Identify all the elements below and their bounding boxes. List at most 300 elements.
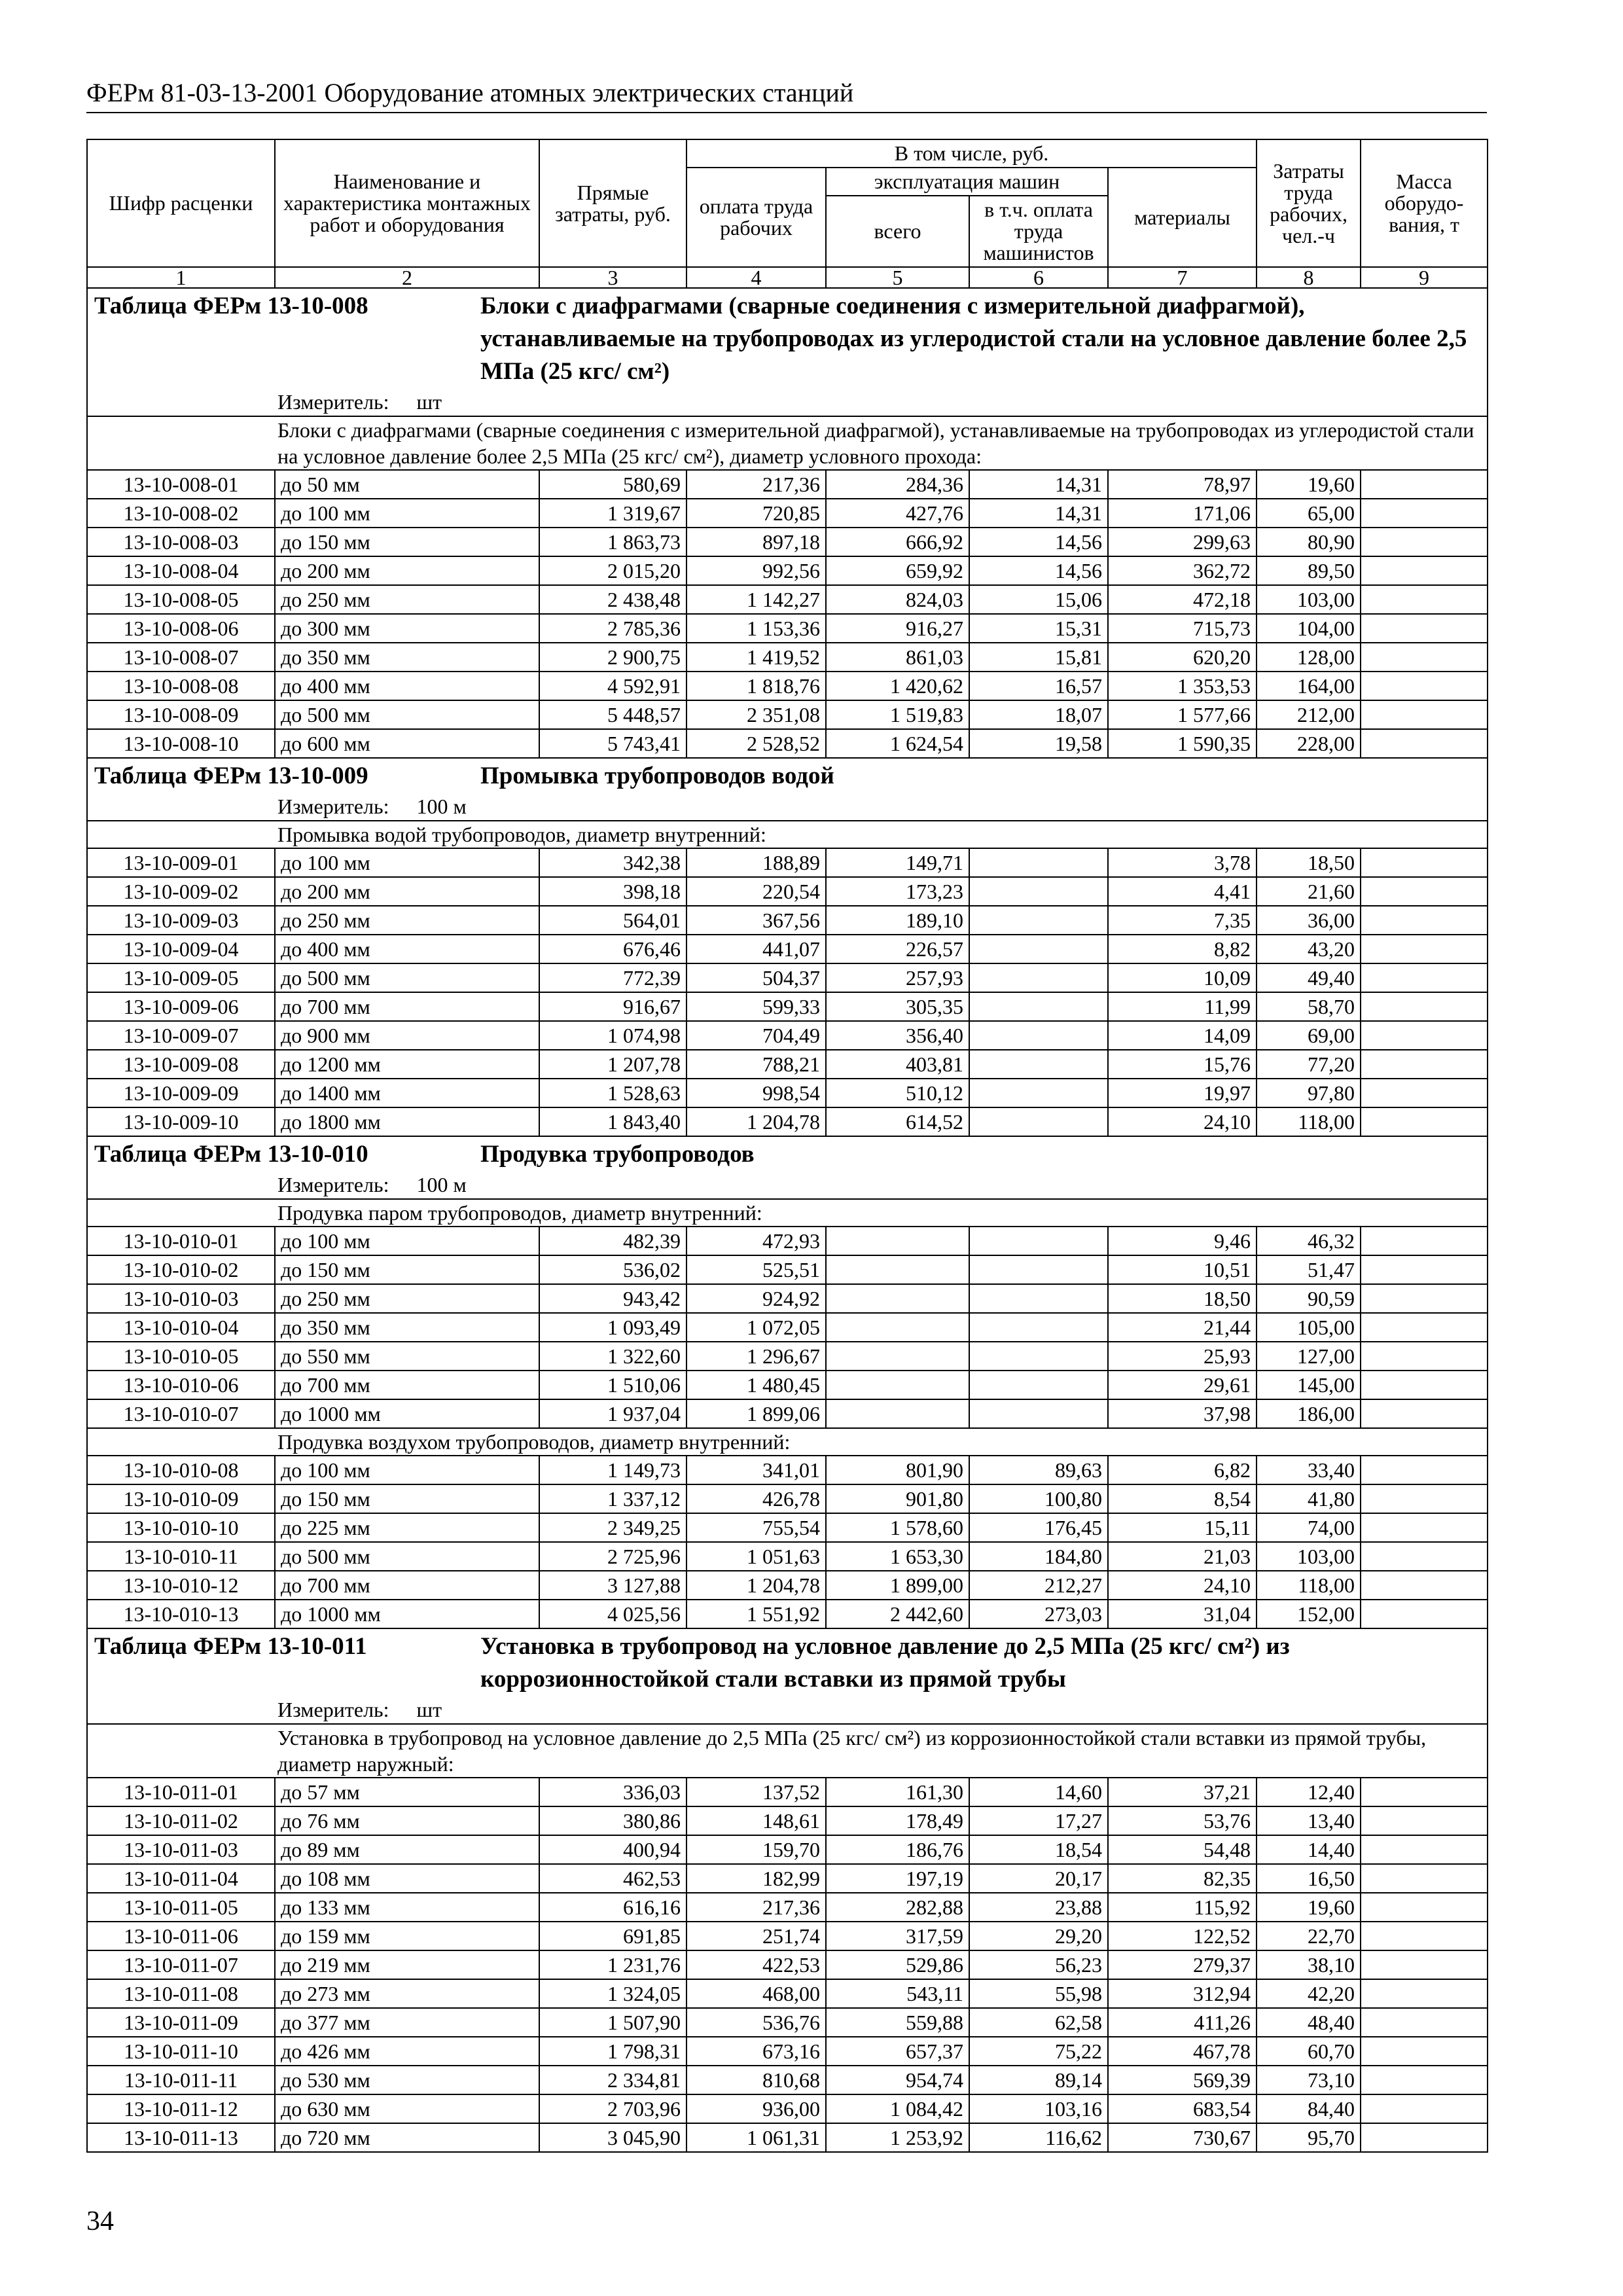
meter-cell [87, 1171, 1488, 1199]
meter-value: шт [416, 390, 442, 414]
table-cell: 148,61 [687, 1806, 826, 1835]
table-cell: до 100 мм [275, 499, 539, 528]
table-row [87, 906, 1488, 935]
table-cell: 33,40 [1257, 1456, 1361, 1484]
table-cell: 299,63 [1108, 528, 1257, 556]
table-cell: 188,89 [687, 848, 826, 877]
table-cell: до 700 мм [275, 992, 539, 1021]
table-cell: 1 519,83 [826, 700, 969, 729]
header-materials: материалы [1108, 168, 1257, 267]
table-cell: до 500 мм [275, 963, 539, 992]
table-cell: 18,54 [969, 1835, 1108, 1864]
table-number: Таблица ФЕРм 13-10-011 [94, 1633, 367, 1660]
table-cell: 1 353,53 [1108, 672, 1257, 700]
table-cell: 137,52 [687, 1778, 826, 1806]
table-cell: 36,00 [1257, 906, 1361, 935]
table-cell: 1 072,05 [687, 1313, 826, 1342]
table-cell: 1 253,92 [826, 2123, 969, 2152]
table-cell: 12,40 [1257, 1778, 1361, 1806]
table-cell [1361, 906, 1488, 935]
table-cell: 525,51 [687, 1255, 826, 1284]
table-cell: 103,16 [969, 2094, 1108, 2123]
table-cell: 510,12 [826, 1079, 969, 1107]
table-cell: 127,00 [1257, 1342, 1361, 1371]
meter-row [87, 793, 1488, 821]
header-code: Шифр расценки [87, 139, 275, 267]
table-cell: 2 900,75 [539, 643, 687, 672]
table-cell: 543,11 [826, 1979, 969, 2008]
table-cell: 14,09 [1108, 1021, 1257, 1050]
table-cell: 49,40 [1257, 963, 1361, 992]
table-cell: 1 420,62 [826, 672, 969, 700]
table-cell: 1 322,60 [539, 1342, 687, 1371]
column-number: 1 [87, 267, 275, 288]
table-cell: 13-10-008-04 [87, 556, 275, 585]
table-cell: до 1400 мм [275, 1079, 539, 1107]
table-cell: 103,00 [1257, 1542, 1361, 1571]
meter-label: Измеритель: [277, 390, 389, 414]
table-cell: до 100 мм [275, 1456, 539, 1484]
table-cell: 901,80 [826, 1484, 969, 1513]
meter-cell [87, 793, 1488, 821]
table-cell [826, 1399, 969, 1428]
table-row [87, 1107, 1488, 1136]
table-cell: 924,92 [687, 1284, 826, 1313]
table-cell [1361, 1107, 1488, 1136]
table-cell: 15,11 [1108, 1513, 1257, 1542]
table-cell [1361, 1571, 1488, 1600]
table-cell: 1 204,78 [687, 1107, 826, 1136]
table-cell [969, 1107, 1108, 1136]
table-cell: 1 149,73 [539, 1456, 687, 1484]
table-cell: 13-10-010-03 [87, 1284, 275, 1313]
table-cell: 13-10-009-05 [87, 963, 275, 992]
table-cell: до 720 мм [275, 2123, 539, 2152]
table-cell: 4 025,56 [539, 1600, 687, 1628]
table-cell: до 500 мм [275, 1542, 539, 1571]
table-cell: до 159 мм [275, 1922, 539, 1950]
table-cell [1361, 528, 1488, 556]
meter-label: Измеритель: [277, 1698, 389, 1721]
table-cell [1361, 1835, 1488, 1864]
table-cell: 13-10-008-03 [87, 528, 275, 556]
table-cell: 13-10-010-08 [87, 1456, 275, 1484]
table-cell: до 200 мм [275, 877, 539, 906]
table-cell: 65,00 [1257, 499, 1361, 528]
table-cell: 1 507,90 [539, 2008, 687, 2037]
table-cell: 614,52 [826, 1107, 969, 1136]
table-cell: 122,52 [1108, 1922, 1257, 1950]
table-cell: 22,70 [1257, 1922, 1361, 1950]
table-cell: до 100 мм [275, 848, 539, 877]
table-cell: 116,62 [969, 2123, 1108, 2152]
table-row [87, 1313, 1488, 1342]
table-cell [969, 1227, 1108, 1255]
table-cell: 13-10-009-08 [87, 1050, 275, 1079]
column-number: 9 [1361, 267, 1488, 288]
table-cell: 666,92 [826, 528, 969, 556]
table-cell: 312,94 [1108, 1979, 1257, 2008]
table-cell: 13-10-011-04 [87, 1864, 275, 1893]
table-row [87, 2037, 1488, 2066]
table-cell: 2 438,48 [539, 585, 687, 614]
table-section-heading [94, 290, 1480, 388]
table-row [87, 1079, 1488, 1107]
table-cell: 916,67 [539, 992, 687, 1021]
table-cell: 220,54 [687, 877, 826, 906]
table-cell: 13-10-010-12 [87, 1571, 275, 1600]
table-cell: до 250 мм [275, 585, 539, 614]
table-cell: 19,97 [1108, 1079, 1257, 1107]
table-cell [969, 1255, 1108, 1284]
table-cell: 58,70 [1257, 992, 1361, 1021]
table-cell: 810,68 [687, 2066, 826, 2094]
table-row [87, 470, 1488, 499]
table-cell: до 400 мм [275, 672, 539, 700]
table-cell: до 1200 мм [275, 1050, 539, 1079]
table-cell: 472,93 [687, 1227, 826, 1255]
table-cell: 422,53 [687, 1950, 826, 1979]
table-cell: 20,17 [969, 1864, 1108, 1893]
table-cell: 398,18 [539, 877, 687, 906]
group-description: Установка в трубопровод на условное давление до 2,5 МПа (25 кгс/ см²) из коррозионностойкой стали вставки из прямой трубы, диаметр наружный: [87, 1724, 1488, 1778]
table-section-heading [94, 760, 1480, 793]
table-cell: 18,07 [969, 700, 1108, 729]
table-cell: 16,57 [969, 672, 1108, 700]
table-cell [1361, 848, 1488, 877]
table-cell [1361, 499, 1488, 528]
table-cell: 8,82 [1108, 935, 1257, 963]
meter-label: Измеритель: [277, 1173, 389, 1196]
table-cell [969, 992, 1108, 1021]
table-cell [1361, 877, 1488, 906]
table-cell: 954,74 [826, 2066, 969, 2094]
table-cell [1361, 1922, 1488, 1950]
column-number: 2 [275, 267, 539, 288]
table-cell: 676,46 [539, 935, 687, 963]
table-cell: 1 480,45 [687, 1371, 826, 1399]
table-cell: 673,16 [687, 2037, 826, 2066]
table-row [87, 1456, 1488, 1484]
group-description-row [87, 1428, 1488, 1456]
table-cell: 305,35 [826, 992, 969, 1021]
table-row [87, 2123, 1488, 2152]
table-cell: 1 818,76 [687, 672, 826, 700]
table-cell: до 200 мм [275, 556, 539, 585]
table-cell: 400,94 [539, 1835, 687, 1864]
table-cell [969, 1284, 1108, 1313]
table-cell [1361, 1255, 1488, 1284]
table-cell: до 377 мм [275, 2008, 539, 2037]
table-cell: 189,10 [826, 906, 969, 935]
table-cell: 164,00 [1257, 672, 1361, 700]
table-cell: 145,00 [1257, 1371, 1361, 1399]
table-cell [1361, 2037, 1488, 2066]
header-name: Наименование и характеристика монтажных работ и оборудования [275, 139, 539, 267]
table-cell: 13-10-008-09 [87, 700, 275, 729]
table-cell: 78,97 [1108, 470, 1257, 499]
table-cell [1361, 1021, 1488, 1050]
table-cell [969, 935, 1108, 963]
table-cell: 13-10-010-06 [87, 1371, 275, 1399]
table-cell: 788,21 [687, 1050, 826, 1079]
table-cell: 1 419,52 [687, 643, 826, 672]
table-cell: 13-10-011-08 [87, 1979, 275, 2008]
table-cell: 13-10-010-01 [87, 1227, 275, 1255]
table-cell: 715,73 [1108, 614, 1257, 643]
table-row [87, 1806, 1488, 1835]
table-row [87, 2008, 1488, 2037]
table-cell: 13-10-008-10 [87, 729, 275, 758]
table-cell: 128,00 [1257, 643, 1361, 672]
table-row [87, 1922, 1488, 1950]
table-cell: 1 590,35 [1108, 729, 1257, 758]
table-cell [1361, 1284, 1488, 1313]
table-cell: 730,67 [1108, 2123, 1257, 2152]
table-cell: 861,03 [826, 643, 969, 672]
table-cell: 217,36 [687, 1893, 826, 1922]
meter-cell [87, 1696, 1488, 1724]
table-cell: 14,31 [969, 470, 1108, 499]
table-row [87, 1979, 1488, 2008]
table-row [87, 1399, 1488, 1428]
table-cell: 580,69 [539, 470, 687, 499]
table-cell [969, 1399, 1108, 1428]
table-cell: 152,00 [1257, 1600, 1361, 1628]
table-cell: 14,56 [969, 528, 1108, 556]
table-cell: 13-10-009-04 [87, 935, 275, 963]
table-cell: 936,00 [687, 2094, 826, 2123]
table-cell: до 150 мм [275, 1255, 539, 1284]
table-cell: 118,00 [1257, 1571, 1361, 1600]
table-section-header [87, 1136, 1488, 1171]
table-cell: 4 592,91 [539, 672, 687, 700]
table-cell: 9,46 [1108, 1227, 1257, 1255]
table-cell: до 900 мм [275, 1021, 539, 1050]
table-cell: 51,47 [1257, 1255, 1361, 1284]
table-cell: 212,00 [1257, 700, 1361, 729]
table-cell: 691,85 [539, 1922, 687, 1950]
table-cell: 367,56 [687, 906, 826, 935]
table-cell [1361, 470, 1488, 499]
table-cell: 1 528,63 [539, 1079, 687, 1107]
table-cell: до 250 мм [275, 1284, 539, 1313]
table-cell: 13-10-011-03 [87, 1835, 275, 1864]
table-cell [1361, 2066, 1488, 2094]
table-title: Блоки с диафрагмами (сварные соединения с измерительной диафрагмой), устанавливаемые на трубопроводах из углеродистой стали на условное давление более 2,5 МПа (25 кгс/ см²) [480, 293, 1467, 385]
table-cell: 43,20 [1257, 935, 1361, 963]
table-cell: до 1800 мм [275, 1107, 539, 1136]
table-cell: до 225 мм [275, 1513, 539, 1542]
header-direct-costs: Прямые затраты, руб. [539, 139, 687, 267]
table-title: Установка в трубопровод на условное давление до 2,5 МПа (25 кгс/ см²) из коррозионностойкой стали вставки из прямой трубы [480, 1633, 1290, 1693]
table-cell: 73,10 [1257, 2066, 1361, 2094]
table-cell: 103,00 [1257, 585, 1361, 614]
table-cell: 13-10-008-06 [87, 614, 275, 643]
table-cell: до 219 мм [275, 1950, 539, 1979]
column-number: 7 [1108, 267, 1257, 288]
column-number: 4 [687, 267, 826, 288]
table-row [87, 1050, 1488, 1079]
table-cell [1361, 1864, 1488, 1893]
table-cell: 80,90 [1257, 528, 1361, 556]
table-cell: 5 743,41 [539, 729, 687, 758]
table-cell: 426,78 [687, 1484, 826, 1513]
meter-row [87, 388, 1488, 416]
table-cell: 620,20 [1108, 643, 1257, 672]
table-cell: до 350 мм [275, 643, 539, 672]
table-cell: 1 551,92 [687, 1600, 826, 1628]
table-cell: до 100 мм [275, 1227, 539, 1255]
table-cell: 3 045,90 [539, 2123, 687, 2152]
table-cell: до 630 мм [275, 2094, 539, 2123]
table-cell: 251,74 [687, 1922, 826, 1950]
table-cell: 403,81 [826, 1050, 969, 1079]
table-cell: 54,48 [1108, 1835, 1257, 1864]
table-title: Промывка трубопроводов водой [480, 762, 834, 789]
table-cell: 362,72 [1108, 556, 1257, 585]
table-cell: 13-10-010-13 [87, 1600, 275, 1628]
table-cell: 7,35 [1108, 906, 1257, 935]
table-cell: 380,86 [539, 1806, 687, 1835]
table-cell: 13-10-010-11 [87, 1542, 275, 1571]
table-cell: до 1000 мм [275, 1600, 539, 1628]
table-cell: 13-10-010-02 [87, 1255, 275, 1284]
table-cell: 17,27 [969, 1806, 1108, 1835]
table-row [87, 1513, 1488, 1542]
table-cell: 41,80 [1257, 1484, 1361, 1513]
table-cell [826, 1313, 969, 1342]
table-cell: 75,22 [969, 2037, 1108, 2066]
table-cell: 13-10-008-05 [87, 585, 275, 614]
header-machines-total: всего [826, 196, 969, 267]
table-cell: 14,56 [969, 556, 1108, 585]
table-cell: 56,23 [969, 1950, 1108, 1979]
table-cell: 13,40 [1257, 1806, 1361, 1835]
table-row [87, 614, 1488, 643]
group-description-row [87, 1199, 1488, 1227]
table-cell: 104,00 [1257, 614, 1361, 643]
group-description: Продувка паром трубопроводов, диаметр внутренний: [87, 1199, 1488, 1227]
meter-row [87, 1171, 1488, 1199]
page-number: 34 [86, 2206, 114, 2236]
table-cell: 24,10 [1108, 1571, 1257, 1600]
table-cell: 115,92 [1108, 1893, 1257, 1922]
table-section-cell [87, 758, 1488, 793]
table-cell: 159,70 [687, 1835, 826, 1864]
table-cell: 13-10-010-09 [87, 1484, 275, 1513]
table-row [87, 1542, 1488, 1571]
table-cell: 15,31 [969, 614, 1108, 643]
table-cell [969, 1021, 1108, 1050]
table-cell: до 150 мм [275, 528, 539, 556]
table-cell: 427,76 [826, 499, 969, 528]
table-cell: 342,38 [539, 848, 687, 877]
table-cell: 118,00 [1257, 1107, 1361, 1136]
table-cell: 217,36 [687, 470, 826, 499]
table-cell: до 133 мм [275, 1893, 539, 1922]
header-machines: эксплуатация машин [826, 168, 1108, 196]
table-cell: 13-10-009-06 [87, 992, 275, 1021]
table-section-header [87, 288, 1488, 388]
table-row [87, 1778, 1488, 1806]
table-cell: до 300 мм [275, 614, 539, 643]
table-cell: 1 843,40 [539, 1107, 687, 1136]
table-section-header [87, 758, 1488, 793]
table-cell: 616,16 [539, 1893, 687, 1922]
table-cell: 1 296,67 [687, 1342, 826, 1371]
table-cell: 1 578,60 [826, 1513, 969, 1542]
table-cell: 13-10-011-10 [87, 2037, 275, 2066]
table-cell: 69,00 [1257, 1021, 1361, 1050]
table-cell: 15,76 [1108, 1050, 1257, 1079]
table-number: Таблица ФЕРм 13-10-010 [94, 1141, 368, 1168]
table-cell: 100,80 [969, 1484, 1108, 1513]
table-cell: 13-10-008-07 [87, 643, 275, 672]
table-cell: 13-10-011-12 [87, 2094, 275, 2123]
table-cell [969, 848, 1108, 877]
table-cell: 13-10-011-09 [87, 2008, 275, 2037]
table-cell: 13-10-009-07 [87, 1021, 275, 1050]
table-cell: 279,37 [1108, 1950, 1257, 1979]
table-cell [1361, 700, 1488, 729]
table-row [87, 672, 1488, 700]
table-cell: 16,50 [1257, 1864, 1361, 1893]
table-cell [1361, 1456, 1488, 1484]
group-description-row [87, 1724, 1488, 1778]
table-cell: 1 084,42 [826, 2094, 969, 2123]
table-row [87, 1021, 1488, 1050]
column-number: 5 [826, 267, 969, 288]
table-cell [1361, 729, 1488, 758]
table-cell: 10,51 [1108, 1255, 1257, 1284]
table-cell: 1 510,06 [539, 1371, 687, 1399]
table-cell: до 700 мм [275, 1371, 539, 1399]
table-number: Таблица ФЕРм 13-10-008 [94, 293, 368, 319]
table-cell: до 400 мм [275, 935, 539, 963]
table-cell: 23,88 [969, 1893, 1108, 1922]
table-cell: 161,30 [826, 1778, 969, 1806]
table-cell: 897,18 [687, 528, 826, 556]
table-cell: до 700 мм [275, 1571, 539, 1600]
table-row [87, 2094, 1488, 2123]
table-section-heading [94, 1630, 1480, 1696]
table-cell: 13-10-011-11 [87, 2066, 275, 2094]
table-cell [969, 1050, 1108, 1079]
table-section-cell [87, 1628, 1488, 1696]
table-cell: 89,63 [969, 1456, 1108, 1484]
table-cell [969, 963, 1108, 992]
table-cell: 171,06 [1108, 499, 1257, 528]
table-cell [1361, 2008, 1488, 2037]
table-cell: 704,49 [687, 1021, 826, 1050]
table-cell: 282,88 [826, 1893, 969, 1922]
table-cell: 184,80 [969, 1542, 1108, 1571]
table-cell: 18,50 [1257, 848, 1361, 877]
table-cell [826, 1284, 969, 1313]
table-cell: 25,93 [1108, 1342, 1257, 1371]
table-cell: 13-10-009-01 [87, 848, 275, 877]
table-cell: до 76 мм [275, 1806, 539, 1835]
table-cell: 97,80 [1257, 1079, 1361, 1107]
table-cell: 186,00 [1257, 1399, 1361, 1428]
table-row [87, 528, 1488, 556]
table-row [87, 1284, 1488, 1313]
table-cell: 90,59 [1257, 1284, 1361, 1313]
table-row [87, 585, 1488, 614]
table-cell: 176,45 [969, 1513, 1108, 1542]
table-cell: 992,56 [687, 556, 826, 585]
